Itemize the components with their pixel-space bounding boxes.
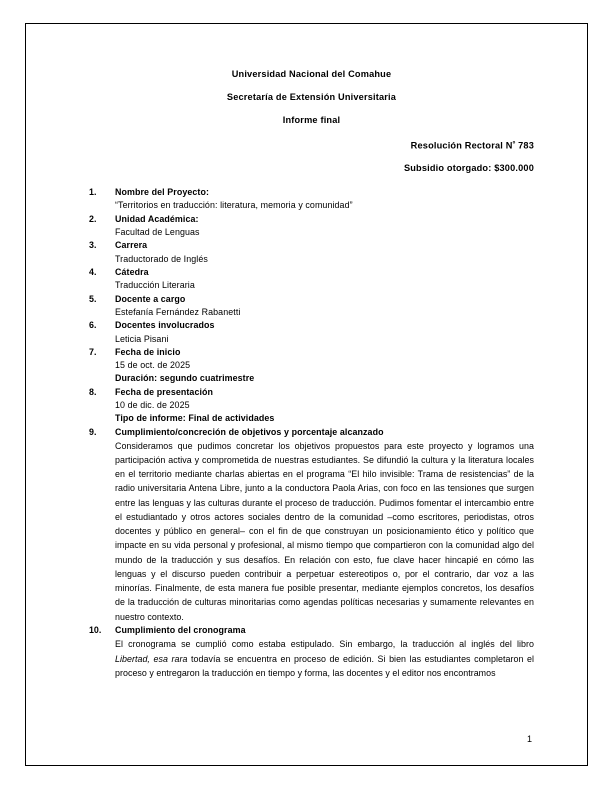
list-item-project-name	[89, 186, 534, 212]
report-field-list	[89, 186, 534, 680]
field-value: Leticia Pisani	[115, 333, 169, 344]
field-value: 10 de dic. de 2025	[115, 399, 190, 410]
resolution-number: 783	[515, 140, 534, 151]
document-page	[25, 23, 588, 766]
institution-name: Universidad Nacional del Comahue	[231, 69, 392, 79]
list-item-career	[89, 239, 534, 265]
field-label: Nombre del Proyecto:	[115, 187, 210, 198]
field-value: Facultad de Lenguas	[115, 226, 200, 237]
list-item-involved-teachers	[89, 319, 534, 345]
list-item-start-date	[89, 346, 534, 385]
field-value: Estefanía Fernández Rabanetti	[115, 306, 241, 317]
field-label: Cátedra	[115, 267, 149, 278]
field-label: Docentes involucrados	[115, 320, 215, 331]
field-label: Docente a cargo	[115, 293, 186, 304]
list-item-objectives-fulfillment	[89, 426, 534, 624]
document-type-title: Informe final	[282, 115, 341, 126]
field-value-report-type: Tipo de informe: Final de actividades	[115, 413, 275, 423]
subsidy-line: Subsidio otorgado: $300.000	[403, 163, 534, 174]
list-item-submission-date	[89, 386, 534, 425]
field-label: Cumplimiento/concreción de objetivos y porcentaje alcanzado	[115, 426, 384, 437]
book-title: Libertad, esa rara	[115, 653, 188, 664]
resolution-line	[89, 140, 534, 151]
field-label: Cumplimiento del cronograma	[115, 625, 246, 636]
field-paragraph	[115, 637, 534, 680]
list-item-chair	[89, 266, 534, 292]
field-label: Unidad Académica:	[115, 213, 199, 224]
field-value: Traducción Literaria	[115, 280, 195, 291]
field-value: “Territorios en traducción: literatura, memoria y comunidad”	[115, 200, 353, 211]
field-value-duration: Duración: segundo cuatrimestre	[115, 373, 255, 384]
field-paragraph: Consideramos que pudimos concretar los objetivos propuestos para este proyecto y logramos una participación activa y comprometida de nuestras estudiantes. Se difundió la cultura y la literatura locales en el territorio mediante charlas abiertas en el programa “El hilo invisible: Trama de resistencias” de la radio universitaria Antena Libre, junto a la conductora Paola Arias, con foco en las tensiones que surgen entre las lenguas y las culturas durante el proceso de traducción. Pudimos fomentar el intercambio entre el estudiantado y otros actores sociales dentro de la comunidad –como escritores, periodistas, otros docentes y público en general– con el fin de que construyan un posicionamiento ético y político que impacte en su vida personal y profesional, al mismo tiempo que compartieron con la comunidad algo del mundo de la traducción y sus desafíos. En relación con esto, fue clave hacer hincapié en cómo las lenguas y el discurso pueden contribuir a perpetuar estereotipos o, por el contrario, dar voz a las minorías. Finalmente, de esta manera fue posible presentar, mediante ejemplos concretos, los desafíos de la traducción de culturas minoritarias como agendas políticas necesarias y sumamente relevantes en nuestro contexto.	[115, 440, 534, 622]
department-name: Secretaría de Extensión Universitaria	[226, 92, 397, 103]
list-item-lead-teacher	[89, 293, 534, 319]
document-content	[89, 69, 534, 681]
page-number: 1	[526, 734, 532, 744]
field-label: Fecha de presentación	[115, 386, 214, 397]
list-item-academic-unit	[89, 213, 534, 239]
resolution-label: Resolución Rectoral N	[410, 140, 513, 151]
document-header	[89, 69, 534, 174]
field-label: Fecha de inicio	[115, 347, 181, 358]
field-label: Carrera	[115, 240, 148, 251]
paragraph-tail: todavía se encuentra en proceso de edición. Si bien las estudiantes completaron el proceso y entregaron la traducción en tiempo y forma, las docentes y el editor nos encontramos	[115, 653, 534, 678]
field-value: Traductorado de Inglés	[115, 253, 208, 264]
list-item-schedule-fulfillment	[89, 624, 534, 680]
paragraph-lead: El cronograma se cumplió como estaba estipulado. Sin embargo, la traducción al inglés del libro	[115, 639, 534, 650]
ordinal-indicator: º	[512, 139, 516, 148]
field-value: 15 de oct. de 2025	[115, 360, 191, 371]
